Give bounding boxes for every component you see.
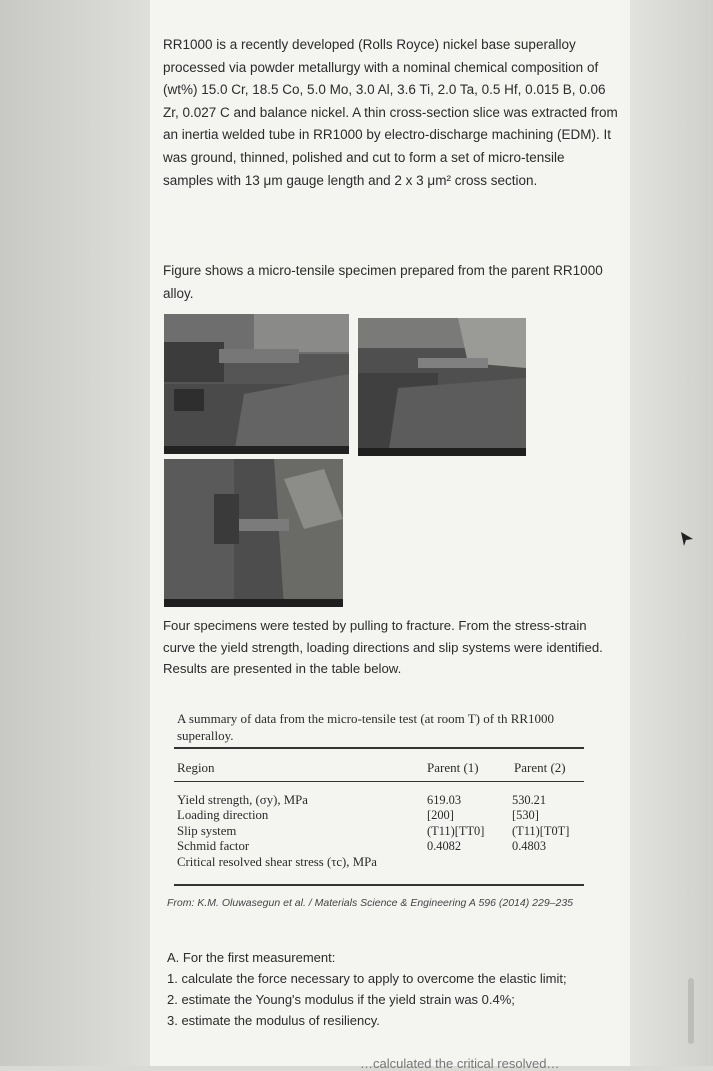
intro-paragraph: RR1000 is a recently developed (Rolls Royce) nickel base superalloy processed via powder metallurgy with a nominal chemical composition of (wt%) 15.0 Cr, 18.5 Co, 5.0 Mo, 3.0 Al, 3.6 Ti, 2.0 Ta, 0.5 Hf, 0.015 B, 0.06 Zr, 0.027 C and balance nickel. A thin cross-section slice was extracted from an inertia welded tube in RR1000 by electro-discharge machining (EDM). It was ground, thinned, polished and cut to form a set of micro-tensile samples with 13 μm gauge length and 2 x 3 μm² cross section. — [163, 37, 618, 188]
table-caption: A summary of data from the micro-tensile test (at room T) of th RR1000 superalloy. — [177, 711, 555, 743]
parent-1-direction: [200] — [427, 808, 454, 823]
source-citation: From: K.M. Oluwasegun et al. / Materials Science & Engineering A 596 (2014) 229–235 — [167, 897, 574, 909]
parent-2-yield: 530.21 — [512, 793, 547, 807]
header-region: Region — [177, 760, 215, 775]
document-page — [150, 0, 630, 1071]
parent-2-schmid: 0.4803 — [512, 839, 547, 854]
table-header-rule — [174, 781, 584, 782]
parent-2-slip: (T11)[T0T] — [512, 823, 570, 838]
questions-list — [167, 947, 622, 1031]
figure-intro-paragraph: Figure shows a micro-tensile specimen prepared from the parent RR1000 alloy. — [163, 263, 603, 301]
question-2: 2. estimate the Young's modulus if the yield strain was 0.4%; — [167, 992, 515, 1007]
sem-image-specimen-2 — [358, 318, 526, 456]
scrollbar[interactable] — [688, 978, 694, 1044]
question-header: A. For the first measurement: — [167, 950, 336, 965]
table-bottom-rule — [174, 884, 584, 886]
sem-image-specimen-fractured — [164, 459, 343, 607]
row-label-schmid-factor: Schmid factor — [177, 839, 250, 854]
parent-2-column — [512, 793, 569, 855]
header-parent-2: Parent (2) — [514, 760, 566, 775]
table-top-rule — [174, 747, 584, 749]
parent-1-schmid: 0.4082 — [427, 839, 462, 854]
parent-2-direction: [530] — [512, 808, 539, 823]
parent-1-yield: 619.03 — [427, 793, 462, 807]
header-parent-1: Parent (1) — [427, 760, 479, 775]
monitor-left-margin — [0, 0, 150, 1066]
monitor-right-margin — [630, 0, 713, 1066]
mouse-cursor-icon — [681, 532, 693, 546]
question-1: 1. calculate the force necessary to apply to overcome the elastic limit; — [167, 971, 567, 986]
parent-1-column — [427, 793, 484, 855]
row-label-loading-direction: Loading direction — [177, 808, 269, 823]
row-label-crss: Critical resolved shear stress (τc), MPa — [177, 854, 377, 869]
sem-image-specimen-1 — [164, 314, 349, 454]
row-label-yield-strength: Yield strength, (σy), MPa — [177, 793, 308, 807]
question-3: 3. estimate the modulus of resiliency. — [167, 1013, 380, 1028]
table-row-labels — [177, 793, 377, 870]
cut-off-text: …calculated the critical resolved… — [360, 1056, 560, 1071]
parent-1-slip: (T11)[TT0] — [427, 823, 485, 838]
row-label-slip-system: Slip system — [177, 823, 237, 838]
tests-paragraph: Four specimens were tested by pulling to fracture. From the stress-strain curve the yield strength, loading directions and slip systems were identified. Results are presented in the table below. — [163, 618, 603, 677]
